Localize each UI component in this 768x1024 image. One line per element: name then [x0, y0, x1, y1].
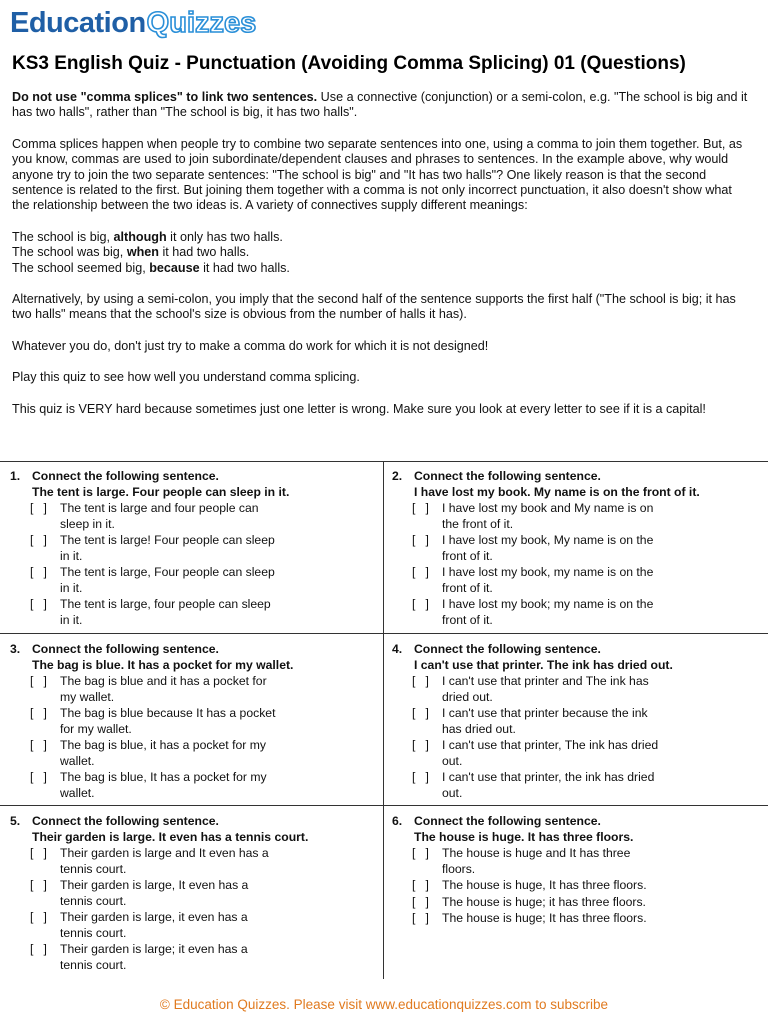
- answer-checkbox[interactable]: [ ]: [412, 738, 429, 752]
- answer-checkbox[interactable]: [ ]: [412, 501, 429, 515]
- answer-option-text: Their garden is large, it even has a tennis court.: [60, 910, 248, 940]
- question-stem: The house is huge. It has three floors.: [414, 829, 634, 844]
- answer-checkbox[interactable]: [ ]: [412, 894, 429, 909]
- answer-option-text: I can't use that printer, The ink has dried out.: [442, 738, 659, 768]
- answer-checkbox[interactable]: [ ]: [30, 533, 47, 547]
- question-stem: I can't use that printer. The ink has dried out.: [414, 657, 673, 672]
- logo-text-quizzes: Quizzes: [146, 7, 257, 39]
- answer-option[interactable]: [30, 565, 289, 596]
- answer-option[interactable]: [412, 674, 673, 705]
- answer-option[interactable]: [30, 533, 289, 564]
- example-text: it had two halls.: [159, 245, 250, 260]
- answer-checkbox[interactable]: [ ]: [412, 533, 429, 547]
- answer-option[interactable]: [412, 878, 662, 894]
- answer-option[interactable]: [412, 895, 662, 911]
- question-stem: The bag is blue. It has a pocket for my wallet.: [32, 657, 294, 672]
- answer-option-text: I can't use that printer and The ink has dried out.: [442, 674, 649, 704]
- row-divider: [0, 633, 768, 634]
- answer-option-text: I have lost my book, My name is on the front of it.: [442, 533, 654, 563]
- answer-option[interactable]: [30, 738, 293, 769]
- question-stem: Their garden is large. It even has a tennis court.: [32, 829, 309, 844]
- question-prompt: Connect the following sentence.: [32, 814, 219, 828]
- answer-checkbox[interactable]: [ ]: [30, 597, 47, 611]
- answer-option-text: I can't use that printer, the ink has dried out.: [442, 770, 655, 800]
- question-header: [10, 642, 293, 658]
- intro-bold-rule: Do not use "comma splices" to link two sentences.: [12, 90, 318, 104]
- answer-option-text: Their garden is large, It even has a tennis court.: [60, 878, 249, 908]
- question-stem: The tent is large. Four people can sleep in it.: [32, 484, 290, 499]
- answer-option[interactable]: [30, 501, 289, 532]
- logo-text-education: Education: [10, 7, 146, 39]
- answer-option-text: Their garden is large; it even has a tennis court.: [60, 942, 248, 972]
- question-prompt: Connect the following sentence.: [414, 814, 601, 828]
- answer-option-text: The tent is large, Four people can sleep in it.: [60, 565, 275, 595]
- example-connective: when: [126, 245, 159, 260]
- answer-option-text: The bag is blue and it has a pocket for my wallet.: [60, 674, 267, 704]
- answer-checkbox[interactable]: [ ]: [412, 674, 429, 688]
- answer-checkbox[interactable]: [ ]: [412, 846, 429, 860]
- answer-option[interactable]: [30, 770, 293, 801]
- question-1: [10, 469, 289, 628]
- answer-option-text: The bag is blue, it has a pocket for my wallet.: [60, 738, 266, 768]
- answer-checkbox[interactable]: [ ]: [30, 738, 47, 752]
- question-6: [392, 814, 662, 927]
- example-text: it had two halls.: [199, 260, 290, 275]
- answer-checkbox[interactable]: [ ]: [412, 706, 429, 720]
- row-divider: [0, 805, 768, 806]
- example-connective: because: [149, 260, 200, 275]
- answer-option[interactable]: [412, 565, 700, 596]
- example-line: [12, 261, 752, 276]
- answer-option[interactable]: [30, 942, 308, 973]
- question-header: [392, 469, 700, 485]
- intro-paragraph-1: [12, 90, 752, 121]
- answer-option-text: I have lost my book; my name is on the front of it.: [442, 597, 654, 627]
- column-divider: [383, 462, 384, 979]
- answer-checkbox[interactable]: [ ]: [30, 770, 47, 784]
- question-header: [392, 814, 662, 830]
- answer-option[interactable]: [412, 770, 673, 801]
- answer-checkbox[interactable]: [ ]: [30, 674, 47, 688]
- example-connective: although: [113, 229, 167, 244]
- example-line: [12, 230, 752, 245]
- page-title: KS3 English Quiz - Punctuation (Avoiding Comma Splicing) 01 (Questions): [12, 53, 686, 74]
- connective-examples: [12, 230, 752, 276]
- answer-option-text: The house is huge and It has three floors.: [442, 846, 631, 876]
- footer-copyright: © Education Quizzes. Please visit www.educationquizzes.com to subscribe: [159, 997, 609, 1012]
- intro-paragraph-5: Play this quiz to see how well you understand comma splicing.: [12, 370, 360, 385]
- answer-option-text: The house is huge; It has three floors.: [442, 911, 647, 925]
- answer-option-text: I have lost my book and My name is on the front of it.: [442, 501, 654, 531]
- answer-option[interactable]: [30, 706, 293, 737]
- answer-checkbox[interactable]: [ ]: [412, 565, 429, 579]
- answer-option-text: I can't use that printer because the ink has dried out.: [442, 706, 648, 736]
- question-3: [10, 642, 293, 801]
- example-line: [12, 245, 752, 260]
- question-prompt: Connect the following sentence.: [32, 642, 219, 656]
- answer-option[interactable]: [412, 911, 662, 927]
- question-2: [392, 469, 700, 628]
- intro-paragraph-4: Whatever you do, don't just try to make a comma do work for which it is not designed!: [12, 338, 489, 353]
- answer-checkbox[interactable]: [ ]: [30, 565, 47, 579]
- answer-checkbox[interactable]: [ ]: [412, 911, 429, 925]
- question-number: 6.: [392, 814, 403, 828]
- intro-p1-rest: Use a connective (conjunction) or a semi-colon, e.g. "The school is big and it has two halls", rather than "The school is big, it has two halls".: [12, 90, 748, 120]
- answer-option-text: Their garden is large and It even has a tennis court.: [60, 846, 269, 876]
- answer-option-text: The tent is large, four people can sleep in it.: [60, 597, 271, 627]
- answer-option[interactable]: [30, 846, 308, 877]
- logo: [10, 6, 256, 40]
- question-4: [392, 642, 673, 801]
- example-text: The school was big,: [12, 245, 127, 260]
- answer-option[interactable]: [30, 878, 308, 909]
- question-prompt: Connect the following sentence.: [414, 642, 601, 656]
- answer-option[interactable]: [412, 706, 673, 737]
- answer-checkbox[interactable]: [ ]: [412, 597, 429, 611]
- answer-option-text: The tent is large! Four people can sleep in it.: [60, 533, 275, 563]
- answer-option[interactable]: [30, 910, 308, 941]
- answer-option-text: The house is huge; it has three floors.: [442, 894, 646, 909]
- answer-option[interactable]: [412, 597, 700, 628]
- question-prompt: Connect the following sentence.: [414, 469, 601, 483]
- answer-option-text: I have lost my book, my name is on the front of it.: [442, 565, 654, 595]
- intro-text: [12, 90, 752, 433]
- answer-option-text: The bag is blue, It has a pocket for my wallet.: [60, 770, 267, 800]
- question-header: [10, 814, 308, 830]
- question-number: 3.: [10, 642, 21, 656]
- answer-checkbox[interactable]: [ ]: [30, 878, 47, 892]
- intro-paragraph-6: This quiz is VERY hard because sometimes just one letter is wrong. Make sure you look at every letter to see if it is a capital!: [12, 401, 706, 416]
- answer-checkbox[interactable]: [ ]: [412, 770, 429, 784]
- question-number: 4.: [392, 642, 403, 656]
- question-number: 2.: [392, 469, 403, 483]
- answer-option[interactable]: [30, 674, 293, 705]
- answer-checkbox[interactable]: [ ]: [30, 846, 47, 860]
- example-text: The school seemed big,: [12, 260, 150, 275]
- answer-checkbox[interactable]: [ ]: [30, 942, 47, 956]
- answer-option[interactable]: [412, 738, 673, 769]
- answer-checkbox[interactable]: [ ]: [412, 878, 429, 892]
- answer-option[interactable]: [30, 597, 289, 628]
- question-prompt: Connect the following sentence.: [32, 469, 219, 483]
- intro-paragraph-3: Alternatively, by using a semi-colon, you imply that the second half of the sentence supports the first half ("The school is big; it has two halls" means that the school's size is obvious from the number of halls it has).: [12, 292, 736, 322]
- example-text: The school is big,: [12, 229, 114, 244]
- answer-option[interactable]: [412, 501, 700, 532]
- answer-option-text: The house is huge, It has three floors.: [442, 878, 647, 892]
- question-header: [392, 642, 673, 658]
- question-5: [10, 814, 308, 973]
- question-number: 5.: [10, 814, 21, 828]
- intro-paragraph-2: Comma splices happen when people try to combine two separate sentences into one, using a comma to join them together. But, as you know, commas are used to join subordinate/dependent clauses and phrases to sentences. In the example above, why would anyone try to join the two separate sentences: "The school is big" and "It has two halls"? One likely reason is that the second sentence is related to the first. But joining them together with a comma is not only incorrect punctuation, it also doesn't show what the relationship between the two ideas is. A variety of connectives supply different meanings:: [12, 136, 743, 213]
- answer-option[interactable]: [412, 846, 662, 877]
- question-header: [10, 469, 289, 485]
- question-number: 1.: [10, 469, 21, 483]
- example-text: it only has two halls.: [166, 229, 283, 244]
- answer-checkbox[interactable]: [ ]: [30, 706, 47, 720]
- answer-option[interactable]: [412, 533, 700, 564]
- answer-checkbox[interactable]: [ ]: [30, 501, 47, 515]
- answer-option-text: The tent is large and four people can sleep in it.: [60, 501, 259, 531]
- question-stem: I have lost my book. My name is on the front of it.: [414, 484, 700, 499]
- answer-checkbox[interactable]: [ ]: [30, 910, 47, 924]
- answer-option-text: The bag is blue because It has a pocket for my wallet.: [60, 706, 276, 736]
